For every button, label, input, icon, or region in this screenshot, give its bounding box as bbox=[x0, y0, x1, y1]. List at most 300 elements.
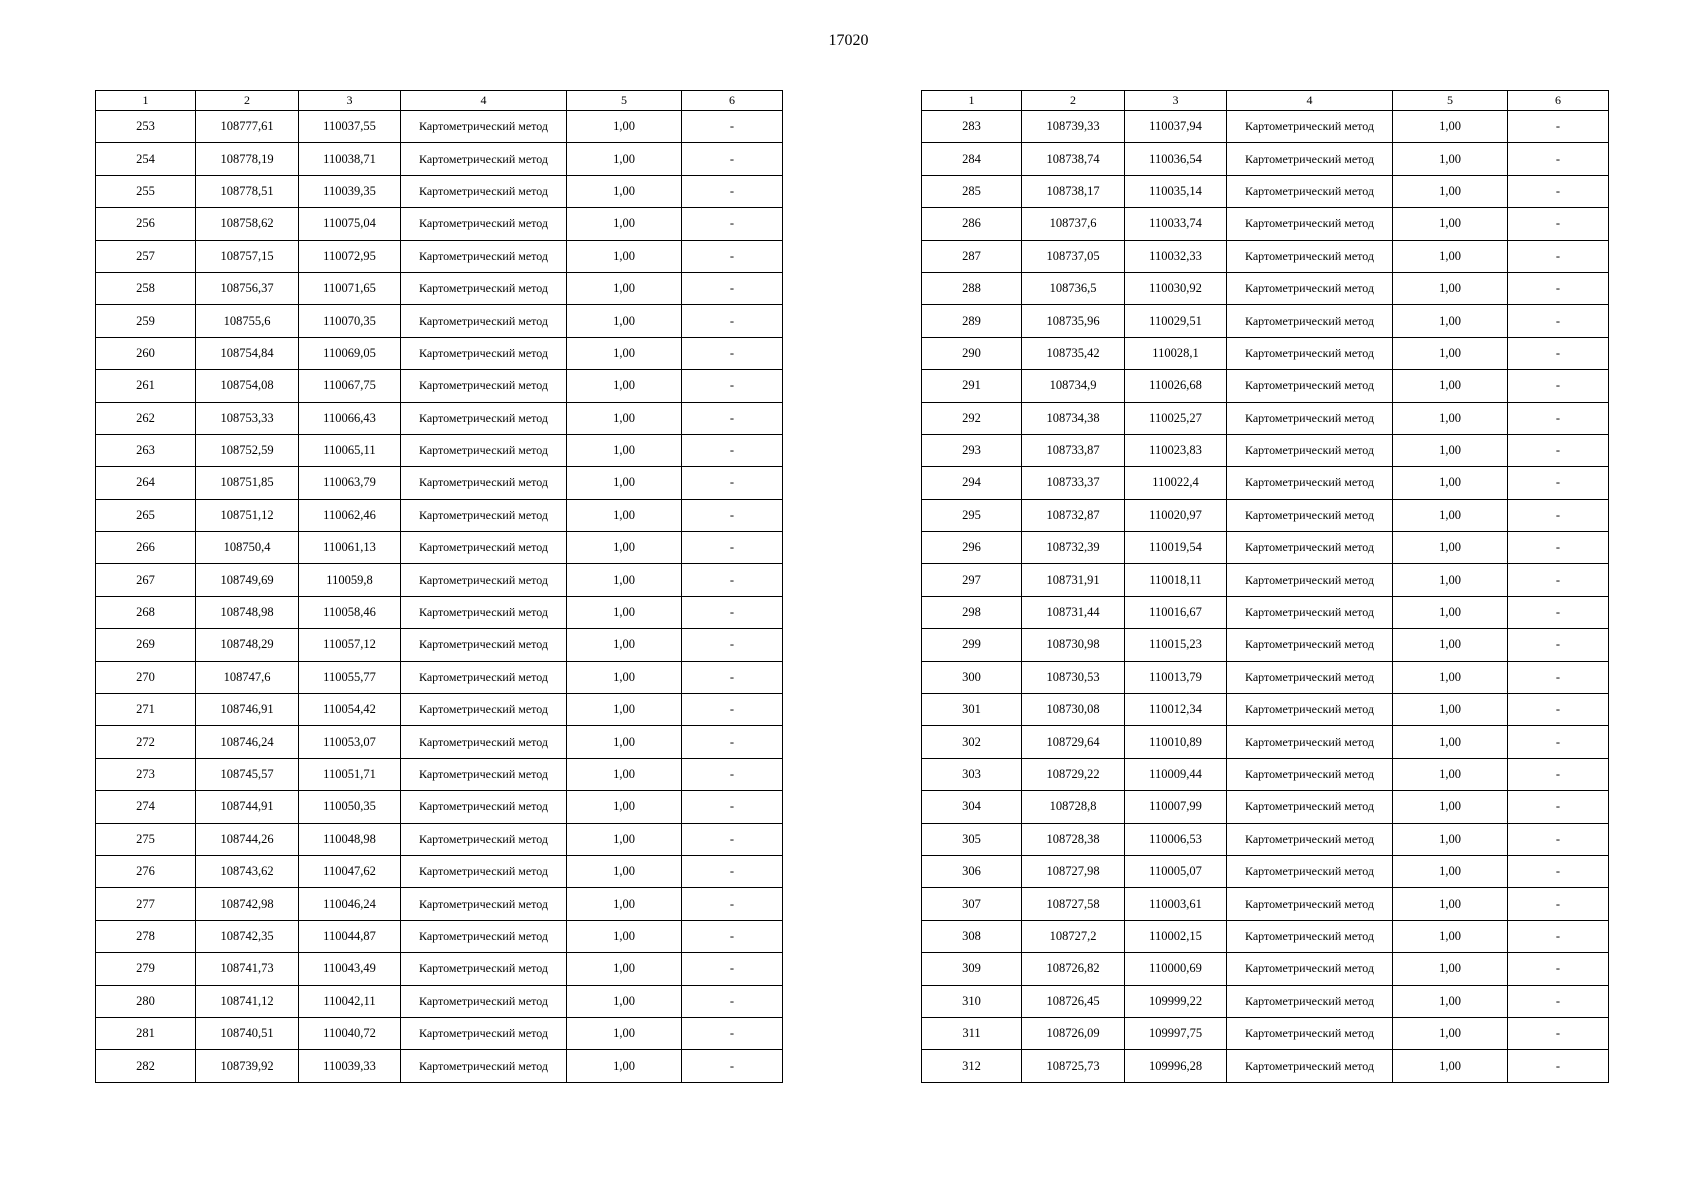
table-row bbox=[922, 402, 1609, 434]
point-number-cell: 269 bbox=[96, 629, 196, 661]
point-number-cell: 264 bbox=[96, 467, 196, 499]
table-row bbox=[96, 953, 783, 985]
table-row bbox=[96, 499, 783, 531]
x-coordinate-cell: 108732,39 bbox=[1022, 532, 1125, 564]
y-coordinate-cell: 110007,99 bbox=[1125, 791, 1227, 823]
table-row bbox=[922, 240, 1609, 272]
method-cell: Картометрический метод bbox=[401, 823, 567, 855]
method-cell: Картометрический метод bbox=[1227, 629, 1393, 661]
note-cell: - bbox=[1508, 402, 1609, 434]
table-row bbox=[96, 791, 783, 823]
accuracy-cell: 1,00 bbox=[567, 726, 682, 758]
table-row bbox=[922, 920, 1609, 952]
x-coordinate-cell: 108746,24 bbox=[196, 726, 299, 758]
x-coordinate-cell: 108734,9 bbox=[1022, 370, 1125, 402]
point-number-cell: 256 bbox=[96, 208, 196, 240]
point-number-cell: 285 bbox=[922, 175, 1022, 207]
x-coordinate-cell: 108749,69 bbox=[196, 564, 299, 596]
method-cell: Картометрический метод bbox=[401, 661, 567, 693]
point-number-cell: 259 bbox=[96, 305, 196, 337]
column-header: 6 bbox=[682, 91, 783, 111]
point-number-cell: 257 bbox=[96, 240, 196, 272]
table-row bbox=[922, 305, 1609, 337]
table-row bbox=[922, 1017, 1609, 1049]
accuracy-cell: 1,00 bbox=[1393, 337, 1508, 369]
accuracy-cell: 1,00 bbox=[1393, 272, 1508, 304]
table-row bbox=[922, 370, 1609, 402]
note-cell: - bbox=[1508, 888, 1609, 920]
table-row bbox=[96, 532, 783, 564]
y-coordinate-cell: 110070,35 bbox=[299, 305, 401, 337]
accuracy-cell: 1,00 bbox=[567, 920, 682, 952]
point-number-cell: 288 bbox=[922, 272, 1022, 304]
accuracy-cell: 1,00 bbox=[567, 272, 682, 304]
y-coordinate-cell: 110016,67 bbox=[1125, 596, 1227, 628]
method-cell: Картометрический метод bbox=[401, 629, 567, 661]
page-number: 17020 bbox=[828, 32, 869, 49]
method-cell: Картометрический метод bbox=[401, 467, 567, 499]
table-row bbox=[96, 240, 783, 272]
note-cell: - bbox=[1508, 855, 1609, 887]
accuracy-cell: 1,00 bbox=[1393, 661, 1508, 693]
y-coordinate-cell: 110047,62 bbox=[299, 855, 401, 887]
note-cell: - bbox=[1508, 661, 1609, 693]
accuracy-cell: 1,00 bbox=[1393, 467, 1508, 499]
x-coordinate-cell: 108747,6 bbox=[196, 661, 299, 693]
accuracy-cell: 1,00 bbox=[567, 402, 682, 434]
method-cell: Картометрический метод bbox=[401, 175, 567, 207]
x-coordinate-cell: 108750,4 bbox=[196, 532, 299, 564]
point-number-cell: 290 bbox=[922, 337, 1022, 369]
method-cell: Картометрический метод bbox=[1227, 208, 1393, 240]
accuracy-cell: 1,00 bbox=[567, 629, 682, 661]
accuracy-cell: 1,00 bbox=[567, 467, 682, 499]
point-number-cell: 306 bbox=[922, 855, 1022, 887]
x-coordinate-cell: 108744,91 bbox=[196, 791, 299, 823]
note-cell: - bbox=[682, 855, 783, 887]
method-cell: Картометрический метод bbox=[1227, 564, 1393, 596]
y-coordinate-cell: 109997,75 bbox=[1125, 1017, 1227, 1049]
accuracy-cell: 1,00 bbox=[1393, 1050, 1508, 1082]
table-row bbox=[96, 1050, 783, 1082]
y-coordinate-cell: 109996,28 bbox=[1125, 1050, 1227, 1082]
y-coordinate-cell: 110010,89 bbox=[1125, 726, 1227, 758]
note-cell: - bbox=[682, 272, 783, 304]
note-cell: - bbox=[682, 337, 783, 369]
method-cell: Картометрический метод bbox=[401, 532, 567, 564]
point-number-cell: 253 bbox=[96, 111, 196, 143]
y-coordinate-cell: 110046,24 bbox=[299, 888, 401, 920]
y-coordinate-cell: 110063,79 bbox=[299, 467, 401, 499]
y-coordinate-cell: 110072,95 bbox=[299, 240, 401, 272]
x-coordinate-cell: 108778,19 bbox=[196, 143, 299, 175]
x-coordinate-cell: 108727,2 bbox=[1022, 920, 1125, 952]
y-coordinate-cell: 110059,8 bbox=[299, 564, 401, 596]
y-coordinate-cell: 110051,71 bbox=[299, 758, 401, 790]
note-cell: - bbox=[682, 143, 783, 175]
note-cell: - bbox=[1508, 305, 1609, 337]
point-number-cell: 282 bbox=[96, 1050, 196, 1082]
header-row bbox=[96, 91, 783, 111]
y-coordinate-cell: 110061,13 bbox=[299, 532, 401, 564]
point-number-cell: 294 bbox=[922, 467, 1022, 499]
y-coordinate-cell: 110026,68 bbox=[1125, 370, 1227, 402]
note-cell: - bbox=[682, 564, 783, 596]
point-number-cell: 295 bbox=[922, 499, 1022, 531]
accuracy-cell: 1,00 bbox=[567, 823, 682, 855]
point-number-cell: 298 bbox=[922, 596, 1022, 628]
y-coordinate-cell: 110075,04 bbox=[299, 208, 401, 240]
point-number-cell: 276 bbox=[96, 855, 196, 887]
accuracy-cell: 1,00 bbox=[567, 175, 682, 207]
accuracy-cell: 1,00 bbox=[1393, 208, 1508, 240]
table-row bbox=[96, 175, 783, 207]
coordinates-table-left bbox=[95, 90, 783, 1083]
note-cell: - bbox=[1508, 953, 1609, 985]
point-number-cell: 292 bbox=[922, 402, 1022, 434]
point-number-cell: 297 bbox=[922, 564, 1022, 596]
accuracy-cell: 1,00 bbox=[567, 1050, 682, 1082]
y-coordinate-cell: 110058,46 bbox=[299, 596, 401, 628]
point-number-cell: 308 bbox=[922, 920, 1022, 952]
note-cell: - bbox=[1508, 726, 1609, 758]
point-number-cell: 268 bbox=[96, 596, 196, 628]
accuracy-cell: 1,00 bbox=[567, 240, 682, 272]
note-cell: - bbox=[1508, 370, 1609, 402]
y-coordinate-cell: 110000,69 bbox=[1125, 953, 1227, 985]
note-cell: - bbox=[682, 888, 783, 920]
accuracy-cell: 1,00 bbox=[1393, 791, 1508, 823]
x-coordinate-cell: 108733,37 bbox=[1022, 467, 1125, 499]
table-row bbox=[922, 855, 1609, 887]
method-cell: Картометрический метод bbox=[1227, 953, 1393, 985]
accuracy-cell: 1,00 bbox=[1393, 855, 1508, 887]
table-row bbox=[96, 726, 783, 758]
point-number-cell: 311 bbox=[922, 1017, 1022, 1049]
x-coordinate-cell: 108751,12 bbox=[196, 499, 299, 531]
note-cell: - bbox=[682, 726, 783, 758]
x-coordinate-cell: 108728,38 bbox=[1022, 823, 1125, 855]
table-row bbox=[922, 1050, 1609, 1082]
accuracy-cell: 1,00 bbox=[1393, 240, 1508, 272]
table-row bbox=[96, 661, 783, 693]
y-coordinate-cell: 110005,07 bbox=[1125, 855, 1227, 887]
column-header: 5 bbox=[1393, 91, 1508, 111]
point-number-cell: 303 bbox=[922, 758, 1022, 790]
x-coordinate-cell: 108742,35 bbox=[196, 920, 299, 952]
method-cell: Картометрический метод bbox=[1227, 823, 1393, 855]
x-coordinate-cell: 108726,45 bbox=[1022, 985, 1125, 1017]
table-row bbox=[96, 694, 783, 726]
accuracy-cell: 1,00 bbox=[567, 661, 682, 693]
note-cell: - bbox=[1508, 596, 1609, 628]
y-coordinate-cell: 110033,74 bbox=[1125, 208, 1227, 240]
x-coordinate-cell: 108754,08 bbox=[196, 370, 299, 402]
y-coordinate-cell: 110023,83 bbox=[1125, 434, 1227, 466]
method-cell: Картометрический метод bbox=[401, 726, 567, 758]
point-number-cell: 289 bbox=[922, 305, 1022, 337]
table-row bbox=[96, 564, 783, 596]
accuracy-cell: 1,00 bbox=[1393, 175, 1508, 207]
note-cell: - bbox=[682, 402, 783, 434]
x-coordinate-cell: 108739,92 bbox=[196, 1050, 299, 1082]
y-coordinate-cell: 110057,12 bbox=[299, 629, 401, 661]
method-cell: Картометрический метод bbox=[1227, 596, 1393, 628]
column-header: 3 bbox=[1125, 91, 1227, 111]
x-coordinate-cell: 108743,62 bbox=[196, 855, 299, 887]
point-number-cell: 272 bbox=[96, 726, 196, 758]
point-number-cell: 274 bbox=[96, 791, 196, 823]
method-cell: Картометрический метод bbox=[1227, 499, 1393, 531]
method-cell: Картометрический метод bbox=[1227, 758, 1393, 790]
table-row bbox=[922, 467, 1609, 499]
point-number-cell: 271 bbox=[96, 694, 196, 726]
method-cell: Картометрический метод bbox=[1227, 337, 1393, 369]
point-number-cell: 302 bbox=[922, 726, 1022, 758]
method-cell: Картометрический метод bbox=[1227, 434, 1393, 466]
y-coordinate-cell: 110055,77 bbox=[299, 661, 401, 693]
method-cell: Картометрический метод bbox=[401, 694, 567, 726]
x-coordinate-cell: 108736,5 bbox=[1022, 272, 1125, 304]
accuracy-cell: 1,00 bbox=[567, 596, 682, 628]
y-coordinate-cell: 110039,33 bbox=[299, 1050, 401, 1082]
y-coordinate-cell: 110065,11 bbox=[299, 434, 401, 466]
note-cell: - bbox=[682, 467, 783, 499]
y-coordinate-cell: 110067,75 bbox=[299, 370, 401, 402]
x-coordinate-cell: 108727,58 bbox=[1022, 888, 1125, 920]
x-coordinate-cell: 108726,82 bbox=[1022, 953, 1125, 985]
x-coordinate-cell: 108737,05 bbox=[1022, 240, 1125, 272]
accuracy-cell: 1,00 bbox=[567, 143, 682, 175]
method-cell: Картометрический метод bbox=[1227, 532, 1393, 564]
method-cell: Картометрический метод bbox=[401, 953, 567, 985]
point-number-cell: 310 bbox=[922, 985, 1022, 1017]
y-coordinate-cell: 110015,23 bbox=[1125, 629, 1227, 661]
note-cell: - bbox=[1508, 111, 1609, 143]
note-cell: - bbox=[682, 661, 783, 693]
accuracy-cell: 1,00 bbox=[567, 888, 682, 920]
note-cell: - bbox=[682, 434, 783, 466]
note-cell: - bbox=[1508, 564, 1609, 596]
method-cell: Картометрический метод bbox=[401, 1050, 567, 1082]
note-cell: - bbox=[682, 532, 783, 564]
table-row bbox=[96, 888, 783, 920]
note-cell: - bbox=[682, 111, 783, 143]
table-row bbox=[96, 920, 783, 952]
table-row bbox=[922, 726, 1609, 758]
accuracy-cell: 1,00 bbox=[1393, 305, 1508, 337]
method-cell: Картометрический метод bbox=[1227, 467, 1393, 499]
method-cell: Картометрический метод bbox=[1227, 661, 1393, 693]
y-coordinate-cell: 110032,33 bbox=[1125, 240, 1227, 272]
column-header: 3 bbox=[299, 91, 401, 111]
accuracy-cell: 1,00 bbox=[1393, 143, 1508, 175]
table-row bbox=[922, 758, 1609, 790]
point-number-cell: 312 bbox=[922, 1050, 1022, 1082]
note-cell: - bbox=[1508, 791, 1609, 823]
point-number-cell: 261 bbox=[96, 370, 196, 402]
note-cell: - bbox=[1508, 240, 1609, 272]
accuracy-cell: 1,00 bbox=[567, 499, 682, 531]
y-coordinate-cell: 110030,92 bbox=[1125, 272, 1227, 304]
method-cell: Картометрический метод bbox=[401, 888, 567, 920]
note-cell: - bbox=[682, 1050, 783, 1082]
method-cell: Картометрический метод bbox=[1227, 1050, 1393, 1082]
point-number-cell: 291 bbox=[922, 370, 1022, 402]
point-number-cell: 293 bbox=[922, 434, 1022, 466]
table-row bbox=[96, 337, 783, 369]
y-coordinate-cell: 110048,98 bbox=[299, 823, 401, 855]
y-coordinate-cell: 110062,46 bbox=[299, 499, 401, 531]
column-header: 4 bbox=[401, 91, 567, 111]
method-cell: Картометрический метод bbox=[401, 920, 567, 952]
method-cell: Картометрический метод bbox=[401, 791, 567, 823]
method-cell: Картометрический метод bbox=[1227, 694, 1393, 726]
point-number-cell: 254 bbox=[96, 143, 196, 175]
table-row bbox=[96, 629, 783, 661]
table-row bbox=[96, 823, 783, 855]
accuracy-cell: 1,00 bbox=[567, 564, 682, 596]
table-row bbox=[922, 985, 1609, 1017]
x-coordinate-cell: 108731,44 bbox=[1022, 596, 1125, 628]
accuracy-cell: 1,00 bbox=[567, 855, 682, 887]
point-number-cell: 305 bbox=[922, 823, 1022, 855]
point-number-cell: 263 bbox=[96, 434, 196, 466]
column-header: 5 bbox=[567, 91, 682, 111]
note-cell: - bbox=[1508, 175, 1609, 207]
note-cell: - bbox=[682, 370, 783, 402]
method-cell: Картометрический метод bbox=[401, 272, 567, 304]
table-row bbox=[96, 985, 783, 1017]
y-coordinate-cell: 110020,97 bbox=[1125, 499, 1227, 531]
x-coordinate-cell: 108731,91 bbox=[1022, 564, 1125, 596]
method-cell: Картометрический метод bbox=[1227, 402, 1393, 434]
x-coordinate-cell: 108725,73 bbox=[1022, 1050, 1125, 1082]
note-cell: - bbox=[1508, 272, 1609, 304]
table-row bbox=[922, 272, 1609, 304]
point-number-cell: 277 bbox=[96, 888, 196, 920]
accuracy-cell: 1,00 bbox=[1393, 953, 1508, 985]
accuracy-cell: 1,00 bbox=[1393, 823, 1508, 855]
method-cell: Картометрический метод bbox=[1227, 370, 1393, 402]
x-coordinate-cell: 108735,42 bbox=[1022, 337, 1125, 369]
accuracy-cell: 1,00 bbox=[1393, 985, 1508, 1017]
note-cell: - bbox=[1508, 499, 1609, 531]
accuracy-cell: 1,00 bbox=[567, 370, 682, 402]
y-coordinate-cell: 110019,54 bbox=[1125, 532, 1227, 564]
x-coordinate-cell: 108756,37 bbox=[196, 272, 299, 304]
note-cell: - bbox=[1508, 1050, 1609, 1082]
method-cell: Картометрический метод bbox=[1227, 272, 1393, 304]
table-row bbox=[922, 434, 1609, 466]
note-cell: - bbox=[682, 629, 783, 661]
method-cell: Картометрический метод bbox=[401, 337, 567, 369]
note-cell: - bbox=[682, 823, 783, 855]
point-number-cell: 304 bbox=[922, 791, 1022, 823]
y-coordinate-cell: 110018,11 bbox=[1125, 564, 1227, 596]
point-number-cell: 281 bbox=[96, 1017, 196, 1049]
accuracy-cell: 1,00 bbox=[567, 985, 682, 1017]
y-coordinate-cell: 110036,54 bbox=[1125, 143, 1227, 175]
point-number-cell: 280 bbox=[96, 985, 196, 1017]
table-row bbox=[922, 661, 1609, 693]
note-cell: - bbox=[682, 596, 783, 628]
point-number-cell: 262 bbox=[96, 402, 196, 434]
note-cell: - bbox=[1508, 1017, 1609, 1049]
note-cell: - bbox=[682, 305, 783, 337]
x-coordinate-cell: 108745,57 bbox=[196, 758, 299, 790]
note-cell: - bbox=[1508, 208, 1609, 240]
method-cell: Картометрический метод bbox=[401, 143, 567, 175]
table-row bbox=[922, 499, 1609, 531]
note-cell: - bbox=[682, 791, 783, 823]
note-cell: - bbox=[1508, 532, 1609, 564]
point-number-cell: 300 bbox=[922, 661, 1022, 693]
accuracy-cell: 1,00 bbox=[567, 694, 682, 726]
point-number-cell: 309 bbox=[922, 953, 1022, 985]
note-cell: - bbox=[1508, 823, 1609, 855]
column-header: 1 bbox=[922, 91, 1022, 111]
accuracy-cell: 1,00 bbox=[1393, 694, 1508, 726]
note-cell: - bbox=[682, 694, 783, 726]
y-coordinate-cell: 110038,71 bbox=[299, 143, 401, 175]
y-coordinate-cell: 110028,1 bbox=[1125, 337, 1227, 369]
y-coordinate-cell: 110003,61 bbox=[1125, 888, 1227, 920]
method-cell: Картометрический метод bbox=[1227, 888, 1393, 920]
y-coordinate-cell: 109999,22 bbox=[1125, 985, 1227, 1017]
table-row bbox=[922, 337, 1609, 369]
point-number-cell: 287 bbox=[922, 240, 1022, 272]
x-coordinate-cell: 108729,22 bbox=[1022, 758, 1125, 790]
y-coordinate-cell: 110066,43 bbox=[299, 402, 401, 434]
point-number-cell: 258 bbox=[96, 272, 196, 304]
y-coordinate-cell: 110039,35 bbox=[299, 175, 401, 207]
note-cell: - bbox=[682, 985, 783, 1017]
accuracy-cell: 1,00 bbox=[567, 434, 682, 466]
y-coordinate-cell: 110043,49 bbox=[299, 953, 401, 985]
point-number-cell: 284 bbox=[922, 143, 1022, 175]
method-cell: Картометрический метод bbox=[401, 596, 567, 628]
y-coordinate-cell: 110035,14 bbox=[1125, 175, 1227, 207]
method-cell: Картометрический метод bbox=[401, 855, 567, 887]
y-coordinate-cell: 110037,55 bbox=[299, 111, 401, 143]
point-number-cell: 299 bbox=[922, 629, 1022, 661]
x-coordinate-cell: 108733,87 bbox=[1022, 434, 1125, 466]
x-coordinate-cell: 108755,6 bbox=[196, 305, 299, 337]
y-coordinate-cell: 110069,05 bbox=[299, 337, 401, 369]
table-row bbox=[96, 855, 783, 887]
accuracy-cell: 1,00 bbox=[567, 337, 682, 369]
accuracy-cell: 1,00 bbox=[1393, 1017, 1508, 1049]
y-coordinate-cell: 110006,53 bbox=[1125, 823, 1227, 855]
accuracy-cell: 1,00 bbox=[1393, 564, 1508, 596]
table-row bbox=[96, 370, 783, 402]
x-coordinate-cell: 108740,51 bbox=[196, 1017, 299, 1049]
table-row bbox=[922, 629, 1609, 661]
accuracy-cell: 1,00 bbox=[567, 532, 682, 564]
accuracy-cell: 1,00 bbox=[1393, 920, 1508, 952]
accuracy-cell: 1,00 bbox=[1393, 402, 1508, 434]
x-coordinate-cell: 108738,17 bbox=[1022, 175, 1125, 207]
x-coordinate-cell: 108727,98 bbox=[1022, 855, 1125, 887]
table-row bbox=[922, 823, 1609, 855]
x-coordinate-cell: 108729,64 bbox=[1022, 726, 1125, 758]
accuracy-cell: 1,00 bbox=[1393, 888, 1508, 920]
x-coordinate-cell: 108758,62 bbox=[196, 208, 299, 240]
accuracy-cell: 1,00 bbox=[1393, 434, 1508, 466]
method-cell: Картометрический метод bbox=[401, 305, 567, 337]
accuracy-cell: 1,00 bbox=[1393, 726, 1508, 758]
